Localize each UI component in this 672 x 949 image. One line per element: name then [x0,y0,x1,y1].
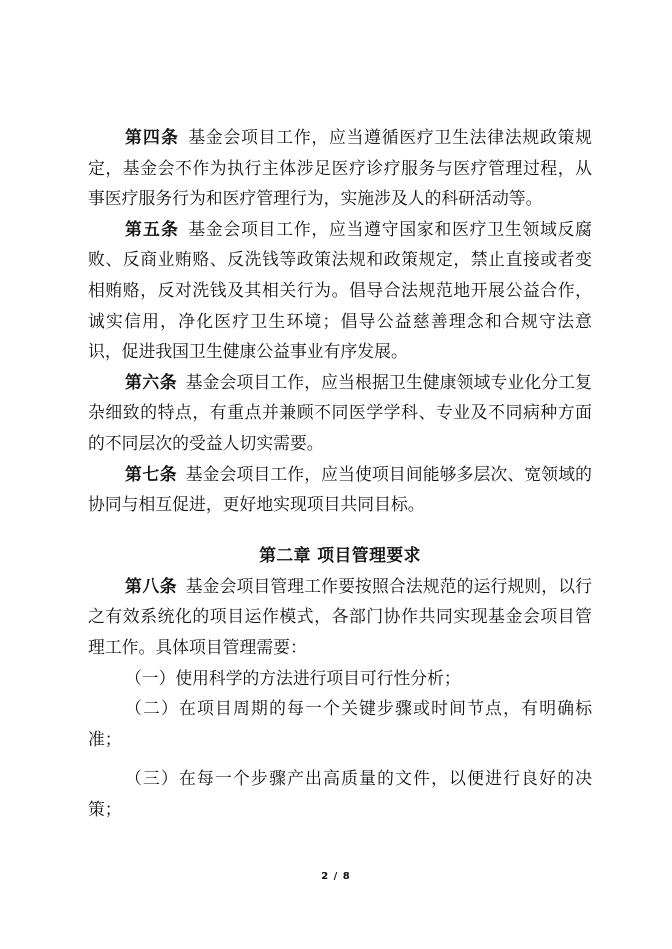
page-indicator: 2 / 8 [321,871,351,882]
document-body [88,122,592,824]
article-5-label: 第五条 [125,218,180,239]
list-item-3: （三）在每一个步骤产出高质量的文件，以便进行良好的决策； [88,768,592,819]
article-5 [88,214,592,367]
article-4 [88,122,592,214]
list-item-2: （二）在项目周期的每一个关键步骤或时间节点，有明确标准； [88,698,592,749]
article-7-text: 基金会项目工作，应当使项目间能够多层次、宽领域的协同与相互促进，更好地实现项目共同目标。 [88,463,592,515]
article-7-label: 第七条 [125,463,178,484]
list-item-1: （一）使用科学的方法进行项目可行性分析； [125,667,461,688]
article-7 [88,459,592,520]
article-8-label: 第八条 [125,575,178,596]
article-4-label: 第四条 [125,127,180,147]
chapter-heading: 第二章 项目管理要求 [259,544,421,565]
article-6-label: 第六条 [125,371,178,392]
article-5-text: 基金会项目工作，应当遵守国家和医疗卫生领域反腐败、反商业贿赂、反洗钱等政策法规和政策规定，禁止直接或者变相贿赂，反对洗钱及其相关行为。倡导合法规范地开展公益合作，诚实信用，净化医疗卫生环境；倡导公益慈善理念和合规守法意识，促进我国卫生健康公益事业有序发展。 [88,218,592,362]
article-4-text: 基金会项目工作，应当遵循医疗卫生法律法规政策规定，基金会不作为执行主体涉足医疗诊疗服务与医疗管理过程，从事医疗服务行为和医疗管理行为，实施涉及人的科研活动等。 [88,127,592,209]
article-6-text: 基金会项目工作，应当根据卫生健康领域专业化分工复杂细致的特点，有重点并兼顾不同医学学科、专业及不同病种方面的不同层次的受益人切实需要。 [88,371,592,453]
article-8 [88,571,592,663]
article-8-text: 基金会项目管理工作要按照合法规范的运行规则，以行之有效系统化的项目运作模式，各部门协作共同实现基金会项目管理工作。具体项目管理需要： [88,575,592,657]
article-6 [88,367,592,459]
